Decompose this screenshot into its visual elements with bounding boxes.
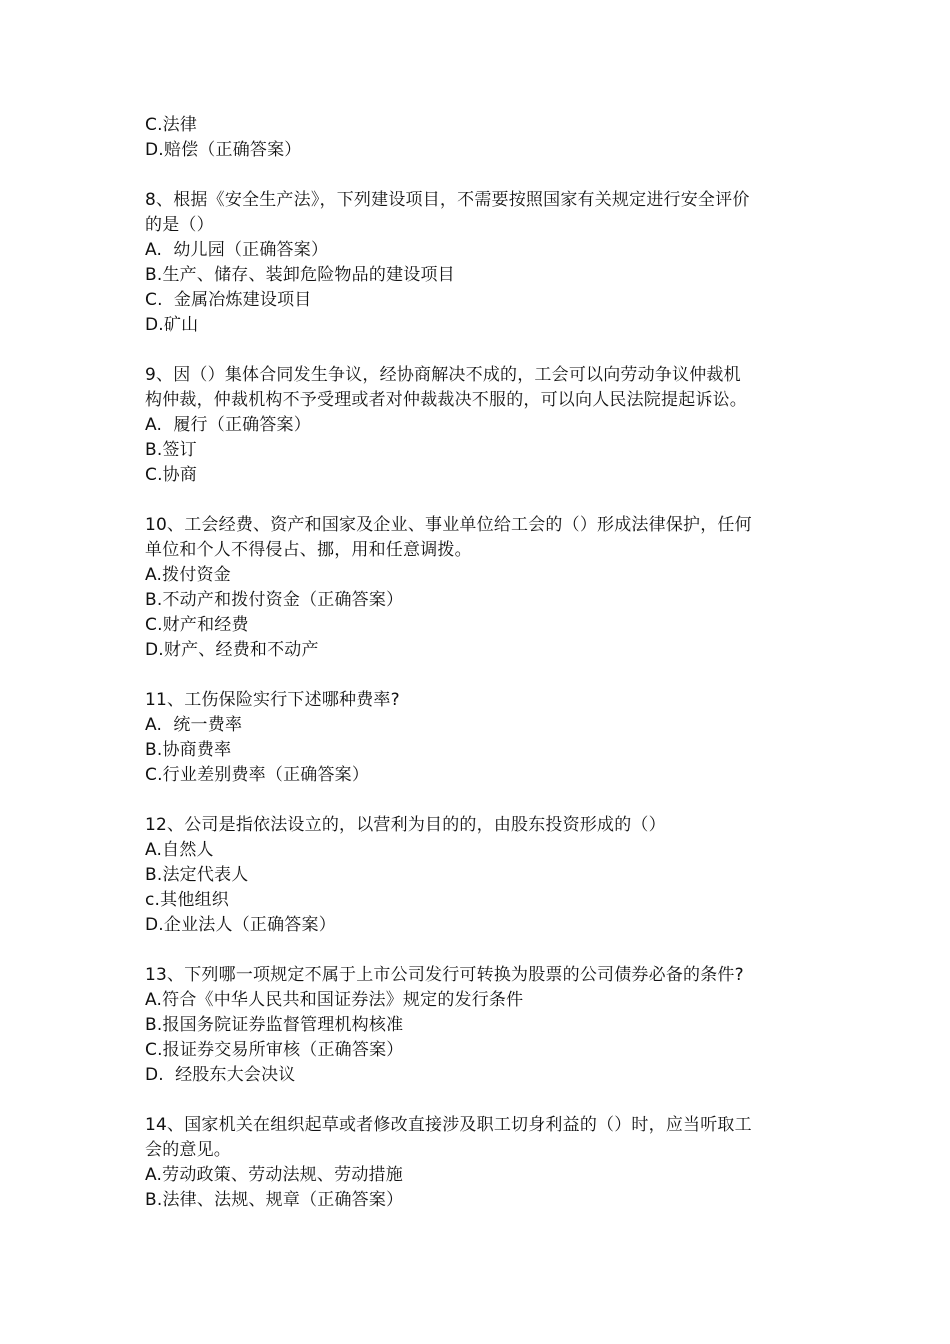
question-line: 12、公司是指依法设立的，以营利为目的的，由股东投资形成的（） bbox=[145, 815, 666, 835]
option-a: A. 幼儿园（正确答案） bbox=[145, 240, 329, 260]
question-line: 单位和个人不得侵占、挪，用和任意调拨。 bbox=[145, 540, 472, 560]
option-a: A. 统一费率 bbox=[145, 715, 243, 735]
option-c: C.法律 bbox=[145, 115, 198, 135]
question-block-q13 bbox=[145, 963, 810, 1088]
question-block-q8 bbox=[145, 188, 810, 338]
question-line: 10、工会经费、资产和国家及企业、事业单位给工会的（）形成法律保护，任何 bbox=[145, 515, 752, 535]
option-a: A.劳动政策、劳动法规、劳动措施 bbox=[145, 1165, 403, 1185]
option-b: B.协商费率 bbox=[145, 740, 232, 760]
question-text bbox=[145, 363, 810, 413]
question-text bbox=[145, 963, 810, 988]
question-text bbox=[145, 513, 810, 563]
question-text bbox=[145, 1113, 810, 1163]
option-a: A. 履行（正确答案） bbox=[145, 415, 311, 435]
option-b: B.报国务院证券监督管理机构核准 bbox=[145, 1015, 404, 1035]
option-d: D.赔偿（正确答案） bbox=[145, 140, 302, 160]
question-text bbox=[145, 813, 810, 838]
option-c: C.报证券交易所审核（正确答案） bbox=[145, 1040, 404, 1060]
question-line: 13、下列哪一项规定不属于上市公司发行可转换为股票的公司债券必备的条件? bbox=[145, 965, 744, 985]
option-c: c.其他组织 bbox=[145, 890, 229, 910]
spacer bbox=[145, 938, 810, 963]
option-b: B.法律、法规、规章（正确答案） bbox=[145, 1190, 404, 1210]
question-block-q10 bbox=[145, 513, 810, 663]
option-b: B.法定代表人 bbox=[145, 865, 249, 885]
question-line: 14、国家机关在组织起草或者修改直接涉及职工切身利益的（）时，应当听取工 bbox=[145, 1115, 752, 1135]
option-b: B.生产、储存、装卸危险物品的建设项目 bbox=[145, 265, 455, 285]
option-d: D.矿山 bbox=[145, 315, 199, 335]
question-block-q9 bbox=[145, 363, 810, 488]
question-block-q7 bbox=[145, 113, 810, 163]
question-line: 11、工伤保险实行下述哪种费率? bbox=[145, 690, 400, 710]
option-a: A.符合《中华人民共和国证券法》规定的发行条件 bbox=[145, 990, 524, 1010]
option-b: B.签订 bbox=[145, 440, 197, 460]
question-block-q12 bbox=[145, 813, 810, 938]
option-c: C.行业差别费率（正确答案） bbox=[145, 765, 370, 785]
option-d: D.企业法人（正确答案） bbox=[145, 915, 336, 935]
question-line: 的是（） bbox=[145, 215, 214, 235]
question-line: 会的意见。 bbox=[145, 1140, 231, 1160]
option-c: C.协商 bbox=[145, 465, 198, 485]
option-b: B.不动产和拨付资金（正确答案） bbox=[145, 590, 404, 610]
question-text bbox=[145, 188, 810, 238]
spacer bbox=[145, 1088, 810, 1113]
option-d: D.财产、经费和不动产 bbox=[145, 640, 319, 660]
spacer bbox=[145, 338, 810, 363]
question-line: 构仲裁，仲裁机构不予受理或者对仲裁裁决不服的，可以向人民法院提起诉讼。 bbox=[145, 390, 747, 410]
question-block-q14 bbox=[145, 1113, 810, 1213]
spacer bbox=[145, 488, 810, 513]
spacer bbox=[145, 788, 810, 813]
option-c: C. 金属冶炼建设项目 bbox=[145, 290, 312, 310]
option-d: D. 经股东大会决议 bbox=[145, 1065, 296, 1085]
question-text bbox=[145, 688, 810, 713]
spacer bbox=[145, 163, 810, 188]
question-line: 8、根据《安全生产法》，下列建设项目，不需要按照国家有关规定进行安全评价 bbox=[145, 190, 750, 210]
option-a: A.自然人 bbox=[145, 840, 214, 860]
question-line: 9、因（）集体合同发生争议，经协商解决不成的，工会可以向劳动争议仲裁机 bbox=[145, 365, 741, 385]
option-c: C.财产和经费 bbox=[145, 615, 249, 635]
option-a: A.拨付资金 bbox=[145, 565, 231, 585]
document-body bbox=[145, 113, 810, 1213]
spacer bbox=[145, 663, 810, 688]
question-block-q11 bbox=[145, 688, 810, 788]
